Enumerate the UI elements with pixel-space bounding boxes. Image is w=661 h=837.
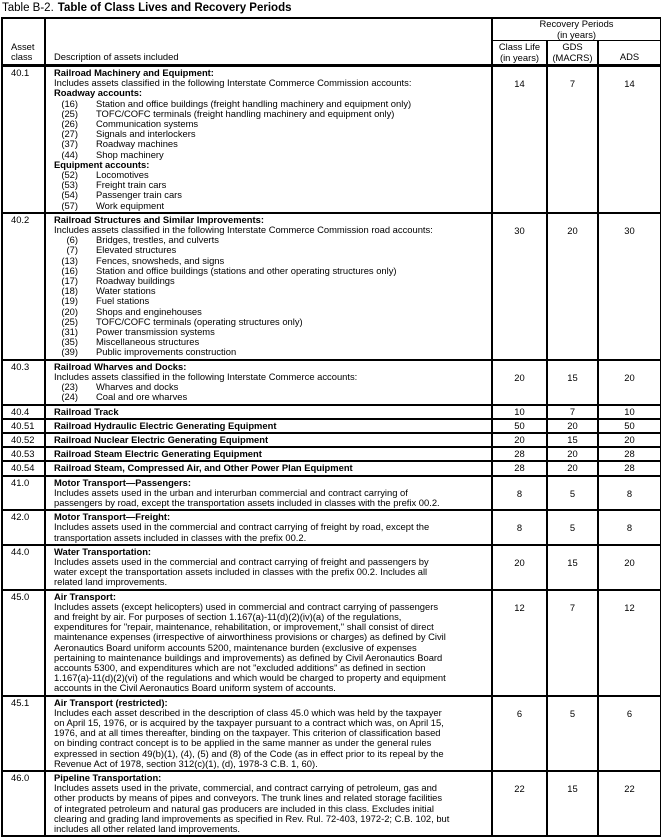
class-life-cell: 50 xyxy=(492,419,547,433)
ads-cell: 14 xyxy=(598,66,661,213)
description-line: Railroad Wharves and Docks: xyxy=(54,361,187,372)
class-life-cell: 10 xyxy=(492,405,547,419)
item-number: (57) xyxy=(61,200,78,211)
class-life-cell: 22 xyxy=(492,771,547,836)
description-line xyxy=(54,392,489,402)
table-title-prefix: Table B-2. xyxy=(2,2,54,14)
description-cell xyxy=(45,476,492,511)
table-body xyxy=(2,66,661,837)
ads-cell: 50 xyxy=(598,419,661,433)
description-line: Includes each asset described in the description of class 45.0 which was held by the taxpayer xyxy=(54,707,442,718)
table-row xyxy=(2,545,661,590)
description-line xyxy=(54,266,489,276)
gds-cell: 15 xyxy=(547,545,598,590)
item-text: TOFC/COFC terminals (freight handling machinery and equipment only) xyxy=(96,108,395,119)
ads-cell: 28 xyxy=(598,447,661,461)
gds-cell: 20 xyxy=(547,419,598,433)
description-line: Railroad Machinery and Equipment: xyxy=(54,68,214,78)
description-line xyxy=(54,382,489,392)
description-line: clearing and grading land improvements as specified in Rev. Rul. 72-403, 1972-2; C.B. 102, but xyxy=(54,813,450,824)
description-line xyxy=(54,307,489,317)
description-cell xyxy=(45,590,492,696)
description-line xyxy=(54,276,489,286)
description-line: passengers by road, except the transportation assets included in classes with the prefix 00.2. xyxy=(54,497,440,508)
ads-cell: 30 xyxy=(598,213,661,360)
description-cell xyxy=(45,461,492,475)
description-line xyxy=(54,170,489,180)
table-row xyxy=(2,590,661,696)
gds-cell: 5 xyxy=(547,510,598,545)
item-number: (39) xyxy=(61,347,78,358)
description-line: includes all other related land improvements. xyxy=(54,824,241,835)
gds-cell: 20 xyxy=(547,447,598,461)
item-number: (6) xyxy=(66,235,78,246)
description-line xyxy=(54,245,489,255)
header-row-top xyxy=(2,18,661,41)
asset-class-cell: 41.0 xyxy=(2,476,45,511)
item-text: Power transmission systems xyxy=(96,327,215,338)
asset-class-cell: 40.53 xyxy=(2,447,45,461)
item-text: Work equipment xyxy=(96,200,165,211)
item-number: (7) xyxy=(66,245,78,256)
description-cell xyxy=(45,419,492,433)
description-line xyxy=(54,190,489,200)
item-text: Elevated structures xyxy=(96,245,177,256)
description-line xyxy=(54,150,489,160)
item-text: Signals and interlockers xyxy=(96,129,196,140)
table-row xyxy=(2,771,661,836)
table-row xyxy=(2,405,661,419)
description-line: Railroad Steam, Compressed Air, and Other Power Plan Equipment xyxy=(54,463,353,474)
description-line: Air Transport (restricted): xyxy=(54,697,168,708)
description-line: Railroad Structures and Similar Improvements: xyxy=(54,214,264,225)
class-life-cell: 20 xyxy=(492,360,547,405)
gds-cell: 7 xyxy=(547,405,598,419)
description-line: transportation assets included in classes with the prefix 00.2. xyxy=(54,532,307,543)
table-title xyxy=(0,0,661,17)
description-line xyxy=(54,180,489,190)
description-line: Includes assets used in the commercial and contract carrying of freight by road, except the xyxy=(54,522,430,533)
description-line: Railroad Track xyxy=(54,406,119,417)
gds-cell: 7 xyxy=(547,590,598,696)
description-line xyxy=(54,129,489,139)
description-line xyxy=(54,337,489,347)
description-line xyxy=(54,201,489,211)
item-text: Communication systems xyxy=(96,119,199,130)
description-line: of integrated petroleum and natural gas producers are included in this class. Excludes initial xyxy=(54,803,434,814)
description-cell xyxy=(45,433,492,447)
description-cell xyxy=(45,66,492,213)
ads-cell: 28 xyxy=(598,461,661,475)
table-header xyxy=(2,18,661,66)
gds-cell: 5 xyxy=(547,476,598,511)
recovery-periods-label-line2: (in years) xyxy=(556,28,597,40)
item-number: (25) xyxy=(61,316,78,327)
class-life-cell: 20 xyxy=(492,433,547,447)
gds-cell: 5 xyxy=(547,696,598,771)
gds-cell: 15 xyxy=(547,771,598,836)
ads-cell: 6 xyxy=(598,696,661,771)
description-line xyxy=(54,99,489,109)
item-number: (31) xyxy=(61,327,78,338)
item-number: (16) xyxy=(61,265,78,276)
class-life-cell: 20 xyxy=(492,545,547,590)
description-line xyxy=(54,296,489,306)
table-row xyxy=(2,447,661,461)
class-lives-table xyxy=(1,17,661,837)
description-line: Roadway accounts: xyxy=(54,88,143,99)
ads-cell: 8 xyxy=(598,476,661,511)
description-line: Railroad Nuclear Electric Generating Equipment xyxy=(54,434,269,445)
table-row xyxy=(2,510,661,545)
ads-cell: 20 xyxy=(598,360,661,405)
item-text: Freight train cars xyxy=(96,180,167,191)
item-text: Passenger train cars xyxy=(96,190,182,201)
asset-class-cell: 45.0 xyxy=(2,590,45,696)
column-header-gds: GDS (MACRS) xyxy=(547,41,598,66)
class-life-cell: 8 xyxy=(492,510,547,545)
table-row xyxy=(2,419,661,433)
gds-cell: 20 xyxy=(547,213,598,360)
item-text: Miscellaneous structures xyxy=(96,337,200,348)
asset-class-cell: 40.51 xyxy=(2,419,45,433)
class-life-cell: 8 xyxy=(492,476,547,511)
description-line xyxy=(54,286,489,296)
asset-class-cell: 40.2 xyxy=(2,213,45,360)
asset-class-cell: 40.4 xyxy=(2,405,45,419)
item-number: (23) xyxy=(61,382,78,393)
description-line: 1.167(a)-11(d)(2)(vi) of the regulations and which would be charged to property and equipment xyxy=(54,673,446,684)
description-line xyxy=(54,347,489,357)
item-text: Station and office buildings (freight handling machinery and equipment only) xyxy=(96,98,412,109)
description-line: Includes assets (except helicopters) used in commercial and contract carrying of passengers xyxy=(54,601,439,612)
ads-cell: 22 xyxy=(598,771,661,836)
gds-cell: 15 xyxy=(547,433,598,447)
description-line: Revenue Act of 1978, section 312(c)(1), (d), 1978-3 C.B. 1, 60). xyxy=(54,758,318,769)
item-number: (27) xyxy=(61,129,78,140)
table-row xyxy=(2,696,661,771)
table-title-main: Table of Class Lives and Recovery Periods xyxy=(57,2,292,14)
ads-cell: 20 xyxy=(598,545,661,590)
description-line xyxy=(54,317,489,327)
class-life-cell: 14 xyxy=(492,66,547,213)
item-text: Shop machinery xyxy=(96,149,164,160)
description-line: Includes assets used in the commercial and contract carrying of freight and passengers by xyxy=(54,556,429,567)
asset-class-cell: 40.54 xyxy=(2,461,45,475)
description-line xyxy=(54,327,489,337)
recovery-periods-label-line1: Recovery Periods xyxy=(539,18,614,30)
ads-cell: 10 xyxy=(598,405,661,419)
asset-class-cell: 44.0 xyxy=(2,545,45,590)
description-line xyxy=(54,139,489,149)
item-number: (37) xyxy=(61,139,78,150)
gds-cell: 7 xyxy=(547,66,598,213)
table-row xyxy=(2,476,661,511)
class-life-cell: 28 xyxy=(492,461,547,475)
class-life-cell: 12 xyxy=(492,590,547,696)
asset-class-cell: 40.3 xyxy=(2,360,45,405)
item-text: Fences, snowsheds, and signs xyxy=(96,255,225,266)
description-line: on April 15, 1976, or is acquired by the taxpayer pursuant to a contract which was, on April 15, xyxy=(54,717,444,728)
table-row xyxy=(2,360,661,405)
description-line xyxy=(54,119,489,129)
description-cell xyxy=(45,405,492,419)
ads-cell: 8 xyxy=(598,510,661,545)
description-line: expenditures for "repair, maintenance, rehabilitation, or improvement," shall consist of direct xyxy=(54,622,434,633)
table-row xyxy=(2,213,661,360)
description-line: Includes assets classified in the following Interstate Commerce Commission road accounts: xyxy=(54,225,433,236)
description-cell xyxy=(45,213,492,360)
item-text: Public improvements construction xyxy=(96,347,237,358)
item-text: Roadway machines xyxy=(96,139,178,150)
asset-class-cell: 40.1 xyxy=(2,66,45,213)
description-line: Pipeline Transportation: xyxy=(54,773,162,783)
description-cell xyxy=(45,360,492,405)
item-number: (13) xyxy=(61,255,78,266)
description-line xyxy=(54,235,489,245)
item-text: Shops and enginehouses xyxy=(96,306,202,317)
item-number: (20) xyxy=(61,306,78,317)
asset-class-cell: 45.1 xyxy=(2,696,45,771)
description-line: Equipment accounts: xyxy=(54,159,150,170)
description-cell xyxy=(45,545,492,590)
description-line: accounts 5300, and expenditures which are not "excluded additions" as defined in section xyxy=(54,662,426,673)
table-row xyxy=(2,433,661,447)
description-cell xyxy=(45,696,492,771)
description-line: Motor Transport—Passengers: xyxy=(54,477,192,488)
table-row xyxy=(2,66,661,213)
asset-class-cell: 40.52 xyxy=(2,433,45,447)
item-text: Roadway buildings xyxy=(96,276,175,287)
item-number: (16) xyxy=(61,98,78,109)
item-number: (19) xyxy=(61,296,78,307)
description-line xyxy=(54,109,489,119)
class-life-cell: 30 xyxy=(492,213,547,360)
description-line: Includes assets classified in the following Interstate Commerce accounts: xyxy=(54,371,358,382)
description-line: Motor Transport—Freight: xyxy=(54,512,171,523)
table-row xyxy=(2,461,661,475)
description-line: other products by means of pipes and conveyors. The trunk lines and related storage facilities xyxy=(54,793,443,804)
class-life-cell: 6 xyxy=(492,696,547,771)
description-line: water except the transportation assets included in classes with the prefix 00.2. Includes all xyxy=(54,567,428,578)
description-line: Railroad Hydraulic Electric Generating Equipment xyxy=(54,420,277,431)
description-line: Includes assets used in the private, commercial, and contract carrying of petroleum, gas and xyxy=(54,783,438,794)
class-life-cell: 28 xyxy=(492,447,547,461)
gds-cell: 15 xyxy=(547,360,598,405)
item-number: (52) xyxy=(61,170,78,181)
item-number: (24) xyxy=(61,392,78,403)
ads-cell: 12 xyxy=(598,590,661,696)
item-number: (35) xyxy=(61,337,78,348)
item-text: Wharves and docks xyxy=(96,382,179,393)
column-header-description: Description of assets included xyxy=(45,18,492,66)
asset-class-cell: 46.0 xyxy=(2,771,45,836)
description-line: Includes assets used in the urban and interurban commercial and contract carrying of xyxy=(54,487,408,498)
item-text: Locomotives xyxy=(96,170,149,181)
description-line: on binding contract concept is to be applied in the same manner as under the general rules xyxy=(54,738,432,749)
item-number: (18) xyxy=(61,286,78,297)
column-header-recovery-periods xyxy=(492,18,661,41)
description-cell xyxy=(45,771,492,836)
description-line: Railroad Steam Electric Generating Equipment xyxy=(54,449,262,460)
description-line xyxy=(54,256,489,266)
item-text: Coal and ore wharves xyxy=(96,392,188,403)
description-line: Aeronautics Board uniform accounts 5200, maintenance burden (exclusive of expenses xyxy=(54,642,417,653)
item-number: (54) xyxy=(61,190,78,201)
item-text: Fuel stations xyxy=(96,296,150,307)
description-line: expressed in section 49(b)(1), (4), (5) and (8) of the Code (as in effect prior to its repeal by the xyxy=(54,748,444,759)
item-text: Water stations xyxy=(96,286,156,297)
description-cell xyxy=(45,510,492,545)
description-line: accounts in the Civil Aeronautics Board uniform system of accounts. xyxy=(54,683,336,694)
item-number: (26) xyxy=(61,119,78,130)
description-line: Air Transport: xyxy=(54,591,116,602)
description-line: related land improvements. xyxy=(54,577,168,588)
item-number: (25) xyxy=(61,108,78,119)
description-line: pertaining to maintenance buildings and improvements) as defined by Civil Aeronautics Board xyxy=(54,652,443,663)
item-number: (17) xyxy=(61,276,78,287)
item-number: (44) xyxy=(61,149,78,160)
item-text: Station and office buildings (stations and other operating structures only) xyxy=(96,265,397,276)
item-text: Bridges, trestles, and culverts xyxy=(96,235,219,246)
description-line: 1976, and at all times thereafter, binding on the taxpayer. This criterion of classification based xyxy=(54,728,441,739)
description-line: and freight by air. For purposes of section 1.167(a)-11(d)(2)(iv)(a) of the regulations, xyxy=(54,611,402,622)
column-header-class-life: Class Life (in years) xyxy=(492,41,547,66)
column-header-asset-class: Asset class xyxy=(2,18,45,66)
description-line: Includes assets classified in the following Interstate Commerce Commission accounts: xyxy=(54,78,412,89)
description-line: Water Transportation: xyxy=(54,546,152,557)
gds-cell: 20 xyxy=(547,461,598,475)
item-text: TOFC/COFC terminals (operating structures only) xyxy=(96,316,303,327)
column-header-ads: ADS xyxy=(598,41,661,66)
description-line: maintenance expenses (irrespective of airworthiness provisions or charges) as defined by Civil xyxy=(54,632,446,643)
item-number: (53) xyxy=(61,180,78,191)
ads-cell: 20 xyxy=(598,433,661,447)
asset-class-cell: 42.0 xyxy=(2,510,45,545)
description-cell xyxy=(45,447,492,461)
